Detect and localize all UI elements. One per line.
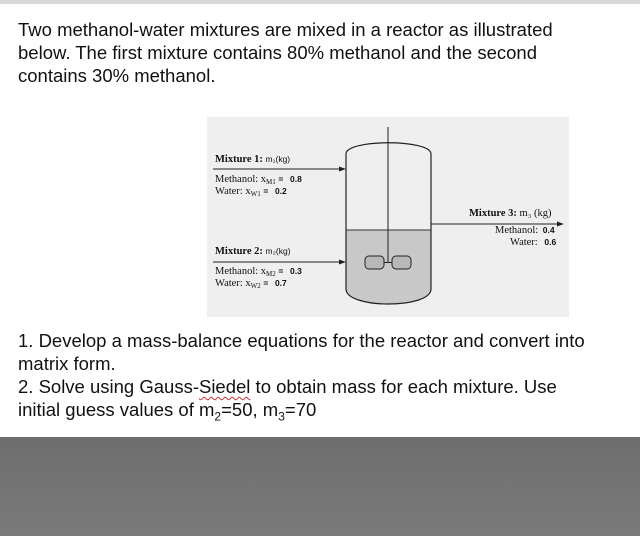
mixture-3-methanol: Methanol: 0.4 <box>495 225 555 236</box>
mixture-3-title: Mixture 3: m₃ (kg) <box>469 208 552 219</box>
stirrer-blade-left <box>365 256 384 269</box>
task-2-line-2: initial guess values of $m_2=50$, $m_3=70$ <box>18 399 317 424</box>
intro-line-3: contains 30% methanol. <box>18 65 216 86</box>
mixture-3-arrowhead <box>557 222 564 227</box>
mixture-1-title: Mixture 1: m₁(kg) <box>215 154 291 165</box>
mixture-2-title: Mixture 2: m₂(kg) <box>215 246 291 257</box>
mixture-1-arrowhead <box>339 167 346 172</box>
task-2-line-1: 2. Solve using Gauss-Siedel to obtain mass for each mixture. Use <box>18 376 557 397</box>
reactor-diagram <box>207 117 569 317</box>
spellcheck-word: Siedel <box>198 376 251 397</box>
intro-line-1: Two methanol-water mixtures are mixed in a reactor as illustrated <box>18 19 553 40</box>
task-1-line-1: 1. Develop a mass-balance equations for the reactor and convert into <box>18 330 585 351</box>
bottom-gray-band <box>0 437 640 536</box>
mixture-1-water: Water: $x_{W1} = 0.2$ <box>215 186 287 198</box>
mixture-2-water: Water: $x_{W2} = 0.7$ <box>215 278 287 290</box>
intro-line-2: below. The first mixture contains 80% methanol and the second <box>18 42 537 63</box>
mixture-1-methanol: Methanol: $x_{M1} = 0.8$ <box>215 174 302 186</box>
task-list <box>18 329 633 429</box>
task-1-line-2: matrix form. <box>18 353 116 374</box>
mixture-2-methanol: Methanol: $x_{M2} = 0.3$ <box>215 266 302 278</box>
stirrer-blade-right <box>392 256 411 269</box>
mixture-2-arrowhead <box>339 260 346 265</box>
problem-intro <box>18 18 618 87</box>
top-border <box>0 0 640 4</box>
mixture-3-water: Water: 0.6 <box>510 237 557 248</box>
